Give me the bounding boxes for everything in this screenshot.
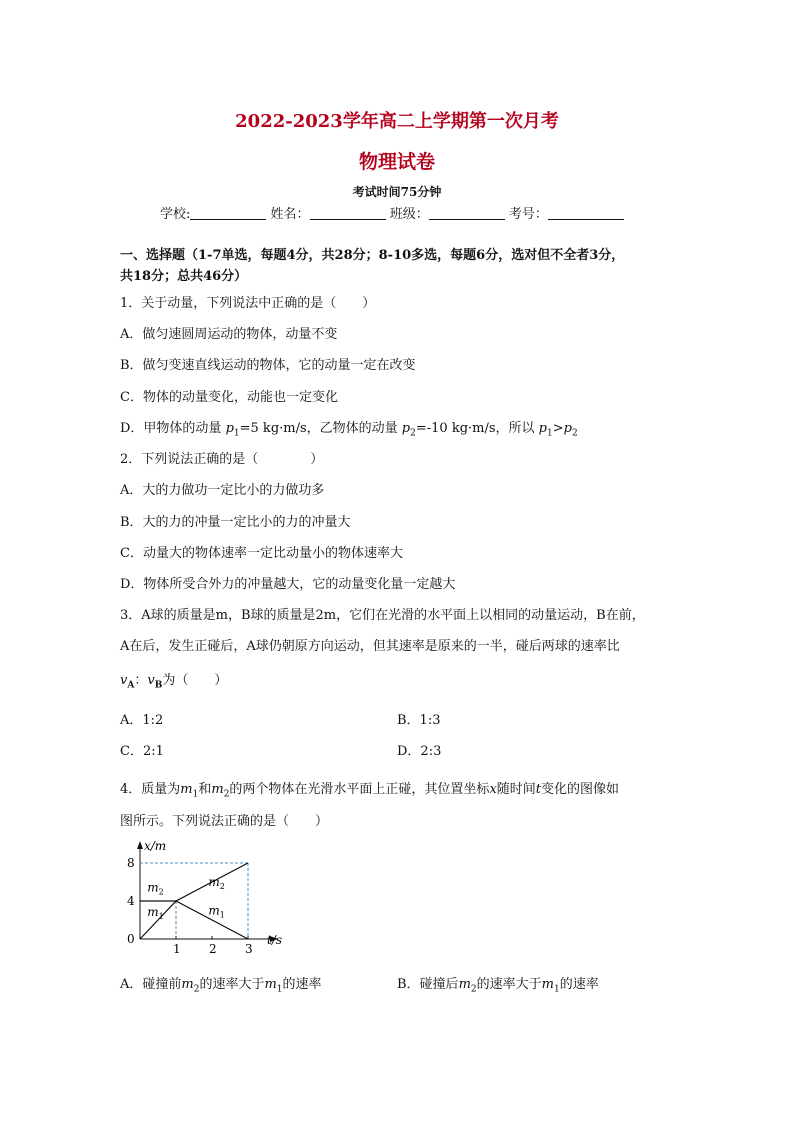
q1-d-mid2: =-10 kg·m/s，所以 [415,421,535,436]
q1-d-sub2: 2 [410,428,416,439]
q2-option-c: C．动量大的物体速率一定比动量小的物体速率大 [120,546,403,561]
exam-number-blank[interactable] [548,207,624,220]
q4-m1: m [180,782,193,797]
exam-time: 考试时间75分钟 [352,185,442,199]
q1-d-sub1: 1 [233,428,240,439]
page-subtitle: 物理试卷 [358,151,435,173]
q3-vb-v: v [147,673,155,688]
q1-d-cmp-sub1: 1 [547,428,553,439]
class-blank[interactable] [429,207,505,220]
q4-x: x [489,782,497,797]
q4-a-m2: m [181,977,194,992]
xt-graph [108,838,288,953]
q3-line2: A在后，发生正碰后，A球仍朝原方向运动，但其速率是原来的一半，碰后两球的速率比 [120,639,620,654]
q4-line2: 图所示。下列说法正确的是（ ） [120,814,329,829]
q4-pre: 4．质量为 [120,782,181,797]
q4-m2-sub: 2 [223,789,230,800]
info-fields [160,203,624,222]
q3-colon: ： [134,673,148,688]
series-label-m1-1: $m_1$ [147,905,164,922]
series-label-m1-3: $m_1$ [208,903,225,920]
q4-t: t [535,782,542,797]
school-blank[interactable] [190,207,266,220]
q4-a-m2-sub: 2 [193,984,200,995]
section-heading-line2: 共18分；总共46分） [120,269,248,284]
y-axis-arrow [137,841,143,849]
q1-d-cmp-p1: p [538,421,547,436]
q2-option-b: B．大的力的冲量一定比小的力的冲量大 [120,515,351,530]
q1-d-p2: p [401,421,411,436]
q1-d-p1: p [225,421,234,436]
y-tick-label-4: 4 [127,894,135,908]
q4-m1-sub: 1 [192,789,199,800]
y-tick-label-0: 0 [127,932,135,946]
q3-option-a: A．1:2 [120,713,164,728]
name-blank[interactable] [310,207,386,220]
x-tick-label-3: 3 [245,942,253,953]
q4-option-b [397,973,599,995]
q4-post: 的两个物体在光滑水平面上正碰，其位置坐标 [229,782,490,797]
q1-d-cmp-p2: p [563,421,572,436]
q4-end: 变化的图像如 [541,782,620,797]
y-axis-label: x/m [144,839,167,853]
q4-m2: m [211,782,224,797]
q4-option-a [120,973,322,995]
q2-option-d: D．物体所受合外力的冲量越大，它的动量变化量一定越大 [120,577,456,592]
name-label: 姓名： [270,207,310,222]
q1-option-d [120,417,578,439]
exam-number-label: 考号： [508,207,548,222]
q3-vb-sub: B [154,680,163,691]
q3-option-b: B．1:3 [397,713,441,728]
q3-va-sub: A [127,680,135,691]
q1-option-c: C．物体的动量变化，动能也一定变化 [120,390,338,405]
q3-tail: 为（ ） [162,673,228,688]
q4-line1 [120,778,619,800]
q4-a-end: 的速率 [282,977,322,992]
q4-b-m1-sub: 1 [553,984,560,995]
q1-option-a: A．做匀速圆周运动的物体，动量不变 [120,327,338,342]
y-tick-label-8: 8 [127,856,135,870]
q2-stem: 2．下列说法正确的是（ ） [120,452,324,467]
q1-d-text: D．甲物体的动量 [120,421,222,436]
q4-b-m1: m [541,977,554,992]
q4-b-end: 的速率 [559,977,599,992]
series-label-m2-2: $m_2$ [208,874,225,891]
q4-and: 和 [198,782,212,797]
q4-a-m1-sub: 1 [276,984,283,995]
x-tick-label-2: 2 [209,942,217,953]
q4-a-mid: 的速率大于 [199,977,265,992]
page-title: 2022-2023学年高二上学期第一次月考 [235,111,559,132]
x-axis-label: t/s [267,933,283,947]
class-label: 班级： [389,207,429,222]
q4-a-pre: A．碰撞前 [120,977,182,992]
q1-d-mid1: =5 kg·m/s，乙物体的动量 [239,421,398,436]
series-label-m2-0: $m_2$ [147,880,164,897]
q1-option-b: B．做匀变速直线运动的物体，它的动量一定在改变 [120,358,416,373]
q4-a-m1: m [264,977,277,992]
q3-va-v: v [120,673,128,688]
school-label: 学校: [160,207,191,222]
q4-b-m2-sub: 2 [470,984,477,995]
q1-d-cmp-sub2: 2 [571,428,578,439]
q1-stem: 1．关于动量，下列说法中正确的是（ ） [120,296,376,311]
q3-option-d: D．2:3 [397,744,442,759]
x-tick-label-1: 1 [173,942,181,953]
section-heading-line1: 一、选择题（1-7单选，每题4分，共28分；8-10多选，每题6分，选对但不全者3分， [120,248,625,263]
q4-b-pre: B．碰撞后 [397,977,459,992]
q2-option-a: A．大的力做功一定比小的力做功多 [120,483,325,498]
q3-option-c: C．2:1 [120,744,164,759]
q1-d-cmp: > [552,421,564,436]
q3-ratio [120,669,227,691]
q4-b-mid: 的速率大于 [476,977,542,992]
q4-post2: 随时间 [496,782,536,797]
q4-b-m2: m [458,977,471,992]
q3-line1: 3．A球的质量是m，B球的质量是2m，它们在光滑的水平面上以相同的动量运动，B在前， [120,608,645,623]
